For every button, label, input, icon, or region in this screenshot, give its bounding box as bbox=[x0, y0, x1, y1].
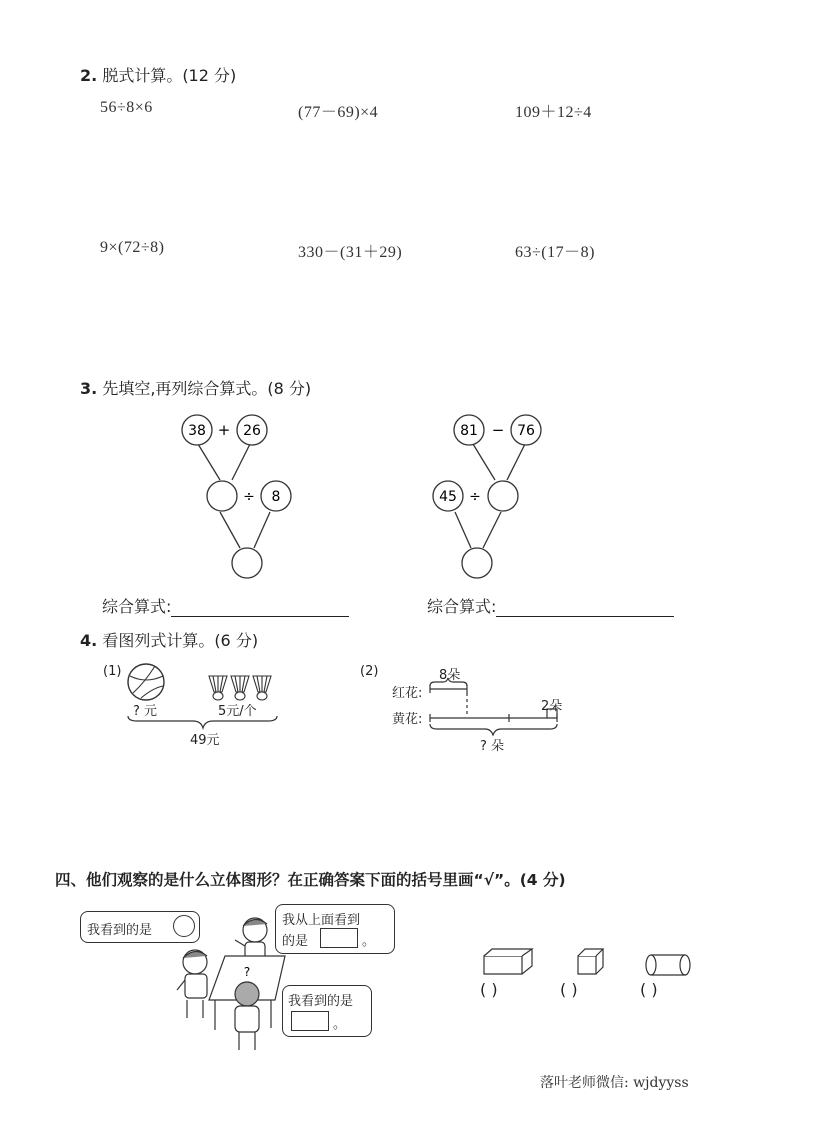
tree2-node-result-blank bbox=[462, 548, 492, 578]
footer-wechat: 落叶老师微信: wjdyyss bbox=[540, 1075, 689, 1091]
q3-number: 3. bbox=[80, 379, 98, 398]
yellow-total-brace bbox=[430, 724, 557, 735]
q2-heading bbox=[80, 63, 236, 86]
tree1-node-result-blank bbox=[232, 548, 262, 578]
tree1-edge-c bbox=[254, 512, 270, 548]
answer-paren-cuboid[interactable]: ( ) bbox=[480, 980, 498, 999]
q2-expr-4: 9×(72÷8) bbox=[100, 239, 165, 256]
tree2-node-mid-blank bbox=[488, 481, 518, 511]
tree2-edge-a bbox=[473, 444, 495, 480]
tree1-a: 38 bbox=[188, 423, 206, 439]
basketball-icon bbox=[125, 660, 170, 705]
tree1-op2: ÷ bbox=[243, 489, 255, 505]
speech-bubble-right bbox=[275, 904, 395, 954]
red-count-label: 8朵 bbox=[439, 668, 461, 683]
speech-bubble-bottom bbox=[282, 985, 372, 1037]
q4-part1-label: (1) bbox=[103, 664, 122, 679]
section4-title: 四、他们观察的是什么立体图形？在正确答案下面的括号里画“√”。(4 分) bbox=[55, 871, 566, 889]
red-count-brace bbox=[430, 678, 467, 686]
tree2-a: 81 bbox=[460, 423, 478, 439]
q3-heading bbox=[80, 376, 311, 399]
left-kid-arm bbox=[177, 980, 185, 990]
tree1-node-mid-blank bbox=[207, 481, 237, 511]
extra-count-brace bbox=[547, 709, 557, 718]
q2-expr-1: 56÷8×6 bbox=[100, 99, 153, 116]
cube-icon bbox=[574, 946, 614, 978]
q2-title: 脱式计算。(12 分) bbox=[102, 66, 237, 85]
q4-heading bbox=[80, 628, 258, 651]
q3-title: 先填空,再列综合算式。(8 分) bbox=[102, 379, 312, 398]
tree2-c: 45 bbox=[439, 489, 457, 505]
extra-count-label: 2朵 bbox=[541, 699, 563, 714]
shuttle-price-label: 5元/个 bbox=[218, 704, 257, 719]
red-flower-label: 红花: bbox=[392, 686, 423, 701]
tree1-edge-mid bbox=[220, 512, 240, 548]
ball-price-label: ? 元 bbox=[133, 704, 158, 719]
tree1-op1: + bbox=[217, 421, 231, 439]
q2-expr-3: 109＋12÷4 bbox=[515, 104, 592, 121]
formula-label-1: 综合算式: bbox=[102, 597, 172, 616]
q4-number: 4. bbox=[80, 631, 98, 650]
front-kid-body bbox=[235, 1006, 259, 1032]
cylinder-icon bbox=[643, 952, 698, 980]
tree2-op1: − bbox=[491, 421, 505, 439]
formula-row-1 bbox=[102, 594, 349, 617]
front-kid-legs bbox=[239, 1032, 255, 1050]
bubble-bottom-answer-box[interactable] bbox=[291, 1011, 329, 1031]
bubble-right-text-1: 我从上面看到 bbox=[282, 913, 361, 928]
answer-paren-cube[interactable]: ( ) bbox=[560, 980, 578, 999]
tree2-edge-c bbox=[455, 512, 471, 548]
front-kid-head bbox=[235, 982, 259, 1006]
yellow-flower-label: 黄花: bbox=[392, 712, 423, 727]
cuboid-icon bbox=[480, 946, 540, 978]
answer-paren-cylinder[interactable]: ( ) bbox=[640, 980, 658, 999]
tree1-edge-b bbox=[232, 444, 250, 480]
formula-row-2 bbox=[427, 594, 674, 617]
q2-expr-5: 330－(31＋29) bbox=[298, 244, 403, 261]
tree2-edge-mid bbox=[483, 512, 501, 548]
q4-part2-label: (2) bbox=[360, 664, 379, 679]
tree2-b: 76 bbox=[517, 423, 535, 439]
total-brace bbox=[125, 714, 285, 730]
bubble-left-text: 我看到的是 bbox=[87, 923, 153, 938]
tree2-edge-b bbox=[507, 444, 525, 480]
bubble-right-answer-box[interactable] bbox=[320, 928, 358, 948]
shuttlecocks-icon bbox=[207, 673, 277, 703]
table-question-mark: ? bbox=[243, 965, 251, 979]
q2-number: 2. bbox=[80, 66, 98, 85]
formula-blank-2[interactable] bbox=[496, 602, 674, 617]
bubble-bottom-period: 。 bbox=[333, 1017, 347, 1032]
bubble-bottom-text: 我看到的是 bbox=[288, 994, 354, 1009]
bubble-right-text-2: 的是 bbox=[282, 934, 309, 949]
calc-tree-1 bbox=[170, 408, 320, 583]
formula-blank-1[interactable] bbox=[171, 602, 349, 617]
yellow-total-question: ? 朵 bbox=[480, 739, 505, 754]
tree1-c: 8 bbox=[271, 489, 281, 505]
calc-tree-2 bbox=[425, 408, 575, 583]
right-kid-arm bbox=[235, 940, 245, 946]
q4-title: 看图列式计算。(6 分) bbox=[102, 631, 259, 650]
formula-label-2: 综合算式: bbox=[427, 597, 497, 616]
tree2-op2: ÷ bbox=[469, 489, 481, 505]
bubble-right-period: 。 bbox=[362, 934, 376, 949]
children-observing-illustration bbox=[175, 910, 290, 1060]
tree1-edge-a bbox=[198, 444, 220, 480]
tree1-b: 26 bbox=[243, 423, 261, 439]
total-price-label: 49元 bbox=[190, 733, 220, 748]
flower-segment-diagram bbox=[425, 676, 570, 736]
left-kid-legs bbox=[187, 1000, 203, 1018]
q2-expr-6: 63÷(17－8) bbox=[515, 244, 595, 261]
q2-expr-2: (77－69)×4 bbox=[298, 104, 379, 121]
left-kid-body bbox=[185, 974, 207, 998]
